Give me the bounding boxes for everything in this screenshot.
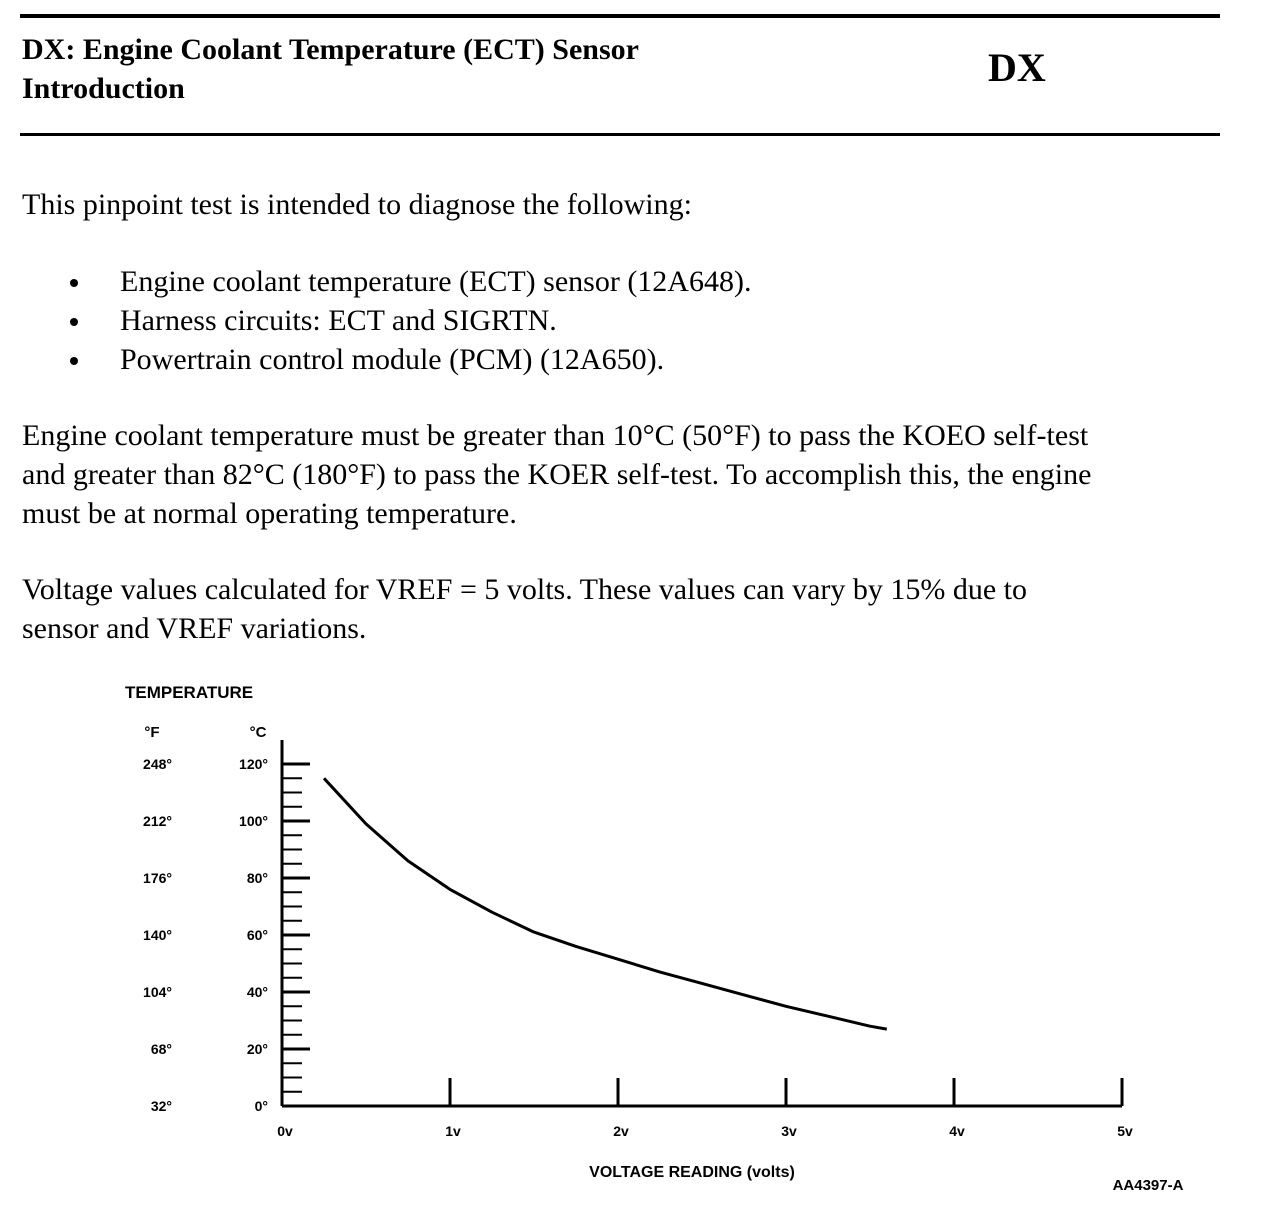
x-tick-label: 0v [277,1123,293,1139]
y-axis-label-celsius: °C [249,724,267,741]
y-tick-label-celsius: 80° [246,870,268,886]
section-code: DX [988,45,1046,90]
diagnosis-list [0,262,751,379]
x-tick-label: 3v [781,1123,797,1139]
bullet-icon [70,357,78,365]
y-axis-label-fahrenheit: °F [144,724,160,741]
y-tick-label-fahrenheit: 212° [143,813,172,829]
figure-id: AA4397-A [1112,1177,1184,1194]
y-tick-label-fahrenheit: 104° [143,984,172,1000]
list-item-text: Harness circuits: ECT and SIGRTN. [120,304,557,337]
y-tick-label-celsius: 120° [239,756,268,772]
chart-y-ticks [143,756,310,1114]
chart-axes [282,740,1122,1106]
y-tick-label-celsius: 20° [246,1041,268,1057]
header-bottom-rule [20,133,1220,136]
voltage-paragraph [22,570,1242,648]
y-tick-label-celsius: 60° [246,927,268,943]
list-item-text: Powertrain control module (PCM) (12A650). [120,343,665,376]
chart-series [324,778,887,1029]
voltage-line-1: Voltage values calculated for VREF = 5 volts. These values can vary by 15% due to [22,573,1028,606]
bullet-icon [70,318,78,326]
x-tick-label: 1v [445,1123,461,1139]
y-tick-label-fahrenheit: 68° [150,1041,172,1057]
voltage-line-2: sensor and VREF variations. [22,612,367,645]
y-tick-label-fahrenheit: 176° [143,870,172,886]
y-tick-label-fahrenheit: 248° [143,756,172,772]
chart-x-ticks [277,1078,1133,1139]
list-item [0,340,751,379]
y-tick-label-celsius: 40° [246,984,268,1000]
x-tick-label: 2v [613,1123,629,1139]
list-item [0,262,751,301]
intro-paragraph: This pinpoint test is intended to diagnose the following: [22,188,692,221]
x-tick-label: 5v [1117,1123,1133,1139]
title-line-2: Introduction [22,72,185,105]
list-item [0,301,751,340]
y-tick-label-fahrenheit: 140° [143,927,172,943]
x-tick-label: 4v [949,1123,965,1139]
chart-title: TEMPERATURE [125,683,254,702]
page-title [22,30,639,108]
ect-line-2: and greater than 82°C (180°F) to pass the KOER self-test. To accomplish this, the engine [22,458,1092,491]
ect-curve [324,778,887,1029]
ect-line-3: must be at normal operating temperature. [22,497,517,530]
top-rule [20,14,1220,18]
y-tick-label-celsius: 100° [239,813,268,829]
y-tick-label-celsius: 0° [254,1098,268,1114]
ect-line-1: Engine coolant temperature must be greater than 10°C (50°F) to pass the KOEO self-test [22,419,1089,452]
bullet-icon [70,279,78,287]
ect-paragraph [22,416,1242,533]
x-axis-label: VOLTAGE READING (volts) [589,1164,795,1181]
ect-temperature-chart [0,660,1264,1210]
y-tick-label-fahrenheit: 32° [150,1098,172,1114]
list-item-text: Engine coolant temperature (ECT) sensor (12A648). [120,265,752,298]
title-line-1: DX: Engine Coolant Temperature (ECT) Sensor [22,33,639,66]
